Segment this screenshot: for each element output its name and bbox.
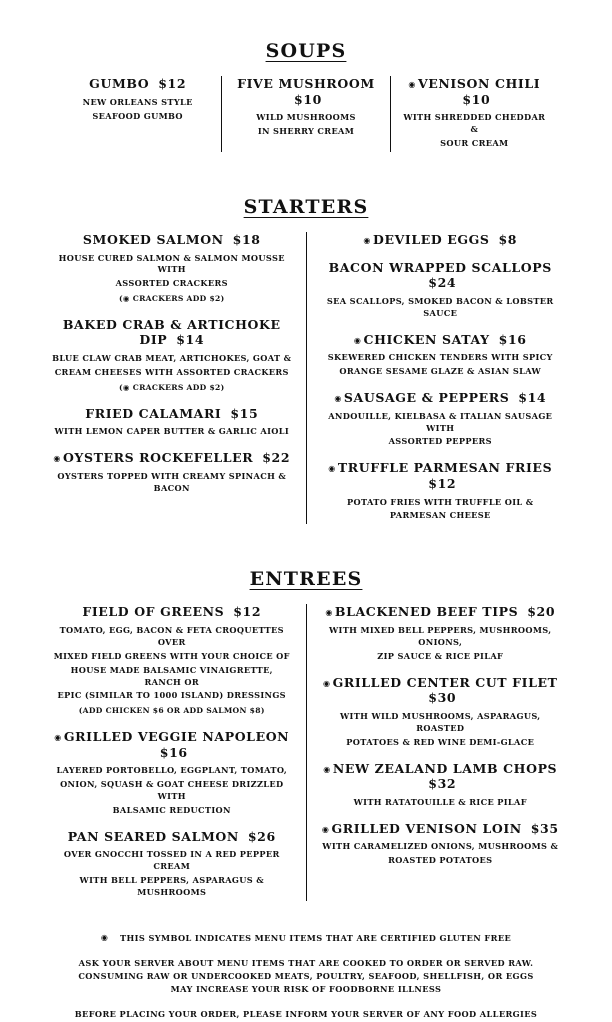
item-price: $26 (247, 828, 276, 844)
item-description-line: WITH WILD MUSHROOMS, ASPARAGUS, ROASTED (339, 710, 541, 733)
item-title: FRIED CALAMARI (85, 405, 222, 421)
item-description-line: WITH RATATOUILLE & RICE PILAF (353, 796, 527, 807)
item-title: BLACKENED BEEF TIPS (334, 604, 519, 620)
menu-item (321, 821, 561, 867)
item-price: $16 (159, 744, 188, 760)
item-name (321, 761, 561, 792)
item-description-line: SKEWERED CHICKEN TENDERS WITH SPICY (327, 352, 553, 363)
menu-item (52, 604, 292, 717)
gluten-free-legend (64, 931, 548, 945)
gluten-free-icon: ◉ (321, 823, 330, 834)
allergy-notice (64, 1008, 548, 1021)
item-description-line: MIXED FIELD GREENS WITH YOUR CHOICE OF (53, 650, 290, 661)
menu-item (52, 406, 292, 439)
item-description-line: BALSAMIC REDUCTION (112, 804, 231, 815)
item-price: $18 (232, 231, 261, 247)
item-description-line: WITH CARAMELIZED ONIONS, MUSHROOMS & (322, 841, 559, 852)
menu-item (221, 76, 389, 152)
item-price: $14 (518, 389, 547, 405)
menu-item (321, 332, 561, 378)
item-description-line: ANDOUILLE, KIELBASA & ITALIAN SAUSAGE WITH (328, 410, 553, 433)
item-description-line: SEA SCALLOPS, SMOKED BACON & LOBSTER SAUCE (326, 295, 554, 318)
menu-item (321, 232, 561, 248)
warning-line: CONSUMING RAW OR UNDERCOOKED MEATS, POULTRY, SEAFOOD, SHELLFISH, OR EGGS (78, 971, 534, 982)
warning-line: ASK YOUR SERVER ABOUT MENU ITEMS THAT ARE COOKED TO ORDER OR SERVED RAW. (78, 958, 534, 969)
item-name (321, 232, 561, 248)
starters-right-column (307, 232, 575, 524)
section-title-entrees: ENTREES (249, 568, 363, 591)
item-title: VENISON CHILI (417, 76, 541, 91)
item-description-line: OVER GNOCCHI TOSSED IN A RED PEPPER CREAM (63, 849, 280, 872)
item-description-line: PARMESAN CHEESE (389, 510, 491, 521)
gluten-free-icon: ◉ (54, 731, 62, 742)
item-note: (◉ CRACKERS ADD $2) (118, 294, 225, 304)
menu-item (52, 317, 292, 394)
menu-item (52, 729, 292, 817)
gluten-free-icon: ◉ (328, 463, 336, 474)
item-price: $14 (176, 332, 205, 348)
item-price: $24 (428, 275, 457, 291)
section-soups (24, 40, 588, 152)
item-note: (ADD CHICKEN $6 OR ADD SALMON $8) (78, 706, 265, 716)
menu-item (321, 390, 561, 448)
section-spacer (24, 534, 588, 568)
item-name (52, 232, 292, 248)
item-title: GUMBO (89, 76, 150, 91)
item-name (321, 604, 561, 620)
item-name (52, 829, 292, 845)
item-title: SMOKED SALMON (82, 231, 224, 247)
item-description-line: POTATOES & RED WINE DEMI-GLACE (346, 736, 535, 747)
item-price: $20 (527, 604, 556, 620)
item-name (321, 460, 561, 491)
item-title: NEW ZEALAND LAMB CHOPS (332, 760, 558, 776)
gluten-free-icon: ◉ (322, 677, 331, 688)
item-name (66, 76, 209, 92)
item-price: $35 (530, 820, 559, 836)
item-name (321, 260, 561, 291)
starters-left-column (38, 232, 307, 524)
item-price: $16 (498, 331, 527, 347)
item-description-line: CREAM CHEESES WITH ASSORTED CRACKERS (54, 366, 289, 377)
item-description-line: ORANGE SESAME GLAZE & ASIAN SLAW (339, 366, 542, 377)
item-description-line: BLUE CLAW CRAB MEAT, ARTICHOKES, GOAT & (52, 353, 292, 364)
item-description-line: ROASTED POTATOES (388, 855, 493, 866)
item-name (52, 450, 292, 466)
menu-item (52, 232, 292, 305)
gluten-free-icon: ◉ (408, 79, 416, 89)
item-price: $12 (158, 76, 187, 91)
item-description-line: WILD MUSHROOMS (256, 112, 356, 123)
gluten-free-icon: ◉ (53, 453, 61, 464)
item-title: FIELD OF GREENS (82, 604, 225, 620)
entrees-right-column (307, 604, 575, 901)
item-description-line: LAYERED PORTOBELLO, EGGPLANT, TOMATO, (56, 765, 288, 776)
section-starters (24, 196, 588, 524)
item-description-line: HOUSE MADE BALSAMIC VINAIGRETTE, RANCH OR (70, 664, 273, 687)
gluten-free-icon: ◉ (353, 334, 362, 345)
item-title: SAUSAGE & PEPPERS (343, 389, 510, 405)
starters-columns (24, 232, 588, 524)
section-entrees (24, 568, 588, 901)
item-description-line: SEAFOOD GUMBO (92, 110, 183, 121)
menu-item (52, 450, 292, 494)
item-description-line: OYSTERS TOPPED WITH CREAMY SPINACH & BACON (57, 470, 287, 493)
item-title: BACON WRAPPED SCALLOPS (328, 259, 552, 275)
item-description-line: TOMATO, EGG, BACON & FETA CROQUETTES OVER (59, 624, 284, 647)
menu-item (54, 76, 221, 152)
item-name (234, 76, 377, 107)
gluten-free-icon: ◉ (325, 607, 333, 618)
item-name (52, 406, 292, 422)
menu-item (321, 761, 561, 809)
item-title: GRILLED VEGGIE NAPOLEON (63, 728, 290, 744)
soups-row (24, 76, 588, 152)
item-name (321, 390, 561, 406)
item-title: OYSTERS ROCKEFELLER (62, 450, 254, 466)
item-price: $32 (428, 776, 457, 792)
item-name (52, 604, 292, 620)
menu-item (321, 460, 561, 522)
item-name (403, 76, 546, 107)
item-description-line: IN SHERRY CREAM (257, 126, 355, 137)
menu-item (321, 260, 561, 320)
item-title: BAKED CRAB & ARTICHOKE DIP (62, 316, 281, 348)
item-description-line: WITH LEMON CAPER BUTTER & GARLIC AIOLI (54, 426, 290, 437)
item-name (321, 675, 561, 706)
item-description-line: ONION, SQUASH & GOAT CHEESE DRIZZLED WITH (60, 779, 284, 801)
item-price: $12 (428, 475, 457, 491)
item-name (52, 317, 292, 348)
section-title-starters: STARTERS (243, 195, 369, 218)
entrees-left-column (38, 604, 307, 901)
item-note: (◉ CRACKERS ADD $2) (118, 382, 225, 392)
raw-food-warning (64, 957, 548, 996)
item-price: $15 (230, 405, 259, 421)
item-description-line: SOUR CREAM (440, 138, 509, 149)
gluten-free-icon: ◉ (323, 763, 331, 774)
item-title: PAN SEARED SALMON (67, 828, 239, 844)
item-description-line: WITH BELL PEPPERS, ASPARAGUS & MUSHROOMS (79, 875, 264, 898)
menu-item (321, 604, 561, 662)
item-price: $12 (233, 604, 262, 620)
item-description-line: ASSORTED CRACKERS (115, 278, 228, 289)
section-title-soups: SOUPS (265, 40, 347, 62)
item-price: $8 (498, 231, 518, 247)
item-description-line: ZIP SAUCE & RICE PILAF (377, 650, 504, 661)
item-description-line: HOUSE CURED SALMON & SALMON MOUSSE WITH (58, 252, 285, 275)
item-title: DEVILED EGGS (373, 231, 490, 247)
gluten-free-icon: ◉ (363, 234, 371, 245)
menu-item (52, 829, 292, 899)
section-spacer (24, 162, 588, 196)
gluten-free-icon: ◉ (334, 392, 342, 403)
item-description-line: EPIC (SIMILAR TO 1000 ISLAND) DRESSINGS (57, 690, 286, 701)
item-title: FIVE MUSHROOM (237, 76, 375, 91)
gluten-free-legend-line (64, 931, 548, 945)
item-name (321, 332, 561, 348)
menu-item (321, 675, 561, 749)
item-description-line: POTATO FRIES WITH TRUFFLE OIL & (347, 496, 534, 507)
warning-line: MAY INCREASE YOUR RISK OF FOODBORNE ILLNESS (170, 984, 442, 995)
item-title: GRILLED CENTER CUT FILET (332, 674, 558, 690)
allergy-line: BEFORE PLACING YOUR ORDER, PLEASE INFORM YOUR SERVER OF ANY FOOD ALLERGIES (74, 1009, 538, 1020)
entrees-columns (24, 604, 588, 901)
item-name (321, 821, 561, 837)
item-description-line: WITH SHREDDED CHEDDAR & (403, 112, 546, 135)
item-price: $22 (262, 450, 291, 466)
item-title: GRILLED VENISON LOIN (331, 820, 522, 836)
item-price: $30 (428, 690, 457, 706)
gluten-free-legend-text: THIS SYMBOL INDICATES MENU ITEMS THAT ARE CERTIFIED GLUTEN FREE (120, 932, 512, 943)
menu-item (390, 76, 558, 152)
item-name (52, 729, 292, 760)
item-description-line: WITH MIXED BELL PEPPERS, MUSHROOMS, ONIONS, (329, 624, 552, 647)
item-title: CHICKEN SATAY (363, 331, 490, 347)
gluten-free-icon: ◉ (100, 931, 109, 942)
item-price: $10 (294, 91, 322, 107)
item-description-line: ASSORTED PEPPERS (388, 436, 492, 447)
item-description-line: NEW ORLEANS STYLE (82, 96, 193, 107)
item-price: $10 (462, 91, 491, 107)
item-title: TRUFFLE PARMESAN FRIES (337, 460, 553, 476)
